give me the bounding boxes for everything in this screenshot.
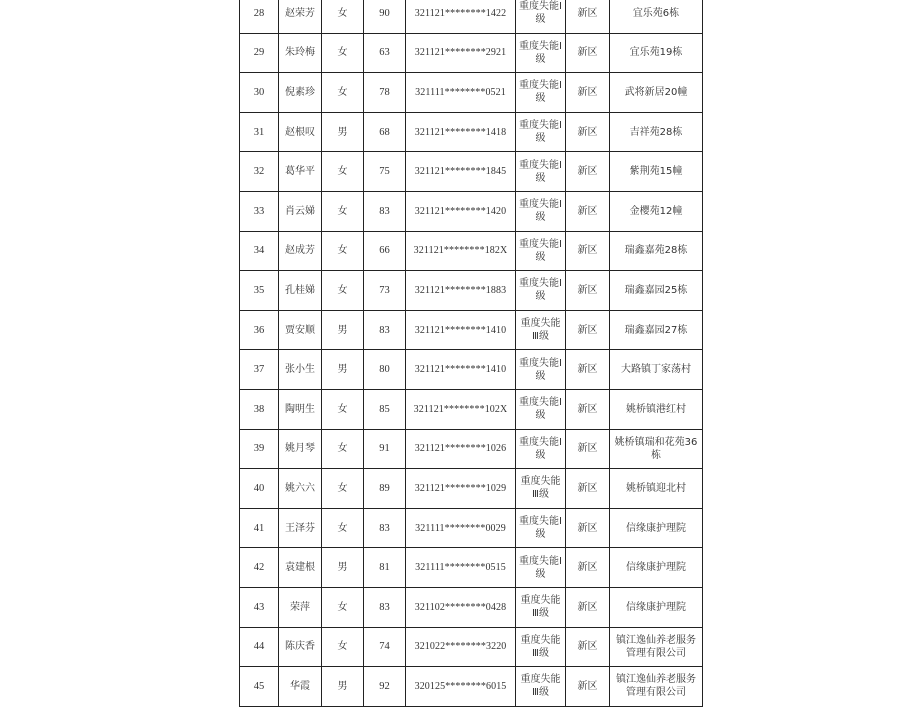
district-cell: 新区 <box>566 548 610 588</box>
address-cell: 金樱苑12幢 <box>610 191 703 231</box>
name-cell: 王泽芬 <box>279 508 322 548</box>
name-cell: 华霞 <box>279 667 322 707</box>
disability-level-cell: 重度失能Ⅰ级 <box>516 231 566 271</box>
name-cell: 荣萍 <box>279 587 322 627</box>
id-number-cell: 321121********1026 <box>406 429 516 469</box>
row-number: 36 <box>240 310 279 350</box>
district-cell: 新区 <box>566 73 610 113</box>
name-cell: 赵成芳 <box>279 231 322 271</box>
district-cell: 新区 <box>566 508 610 548</box>
age-cell: 83 <box>364 508 406 548</box>
row-number: 45 <box>240 667 279 707</box>
row-number: 33 <box>240 191 279 231</box>
disability-level-cell: 重度失能Ⅲ级 <box>516 469 566 509</box>
age-cell: 75 <box>364 152 406 192</box>
table-row <box>240 33 703 73</box>
table-row <box>240 310 703 350</box>
sex-cell: 女 <box>322 231 364 271</box>
address-cell: 信缘康护理院 <box>610 548 703 588</box>
table-row <box>240 667 703 707</box>
age-cell: 68 <box>364 112 406 152</box>
name-cell: 陈庆香 <box>279 627 322 667</box>
disability-level-cell: 重度失能Ⅲ级 <box>516 627 566 667</box>
id-number-cell: 321121********2921 <box>406 33 516 73</box>
address-cell: 瑞鑫嘉园25栋 <box>610 271 703 311</box>
age-cell: 80 <box>364 350 406 390</box>
name-cell: 陶明生 <box>279 389 322 429</box>
sex-cell: 女 <box>322 152 364 192</box>
id-number-cell: 321121********1422 <box>406 0 516 33</box>
address-cell: 紫荆苑15幢 <box>610 152 703 192</box>
district-cell: 新区 <box>566 271 610 311</box>
age-cell: 66 <box>364 231 406 271</box>
name-cell: 倪素珍 <box>279 73 322 113</box>
address-cell: 信缘康护理院 <box>610 508 703 548</box>
district-cell: 新区 <box>566 469 610 509</box>
id-number-cell: 321111********0515 <box>406 548 516 588</box>
name-cell: 赵根叹 <box>279 112 322 152</box>
district-cell: 新区 <box>566 389 610 429</box>
disability-level-cell: 重度失能Ⅲ级 <box>516 667 566 707</box>
district-cell: 新区 <box>566 231 610 271</box>
name-cell: 贾安顺 <box>279 310 322 350</box>
sex-cell: 女 <box>322 429 364 469</box>
age-cell: 85 <box>364 389 406 429</box>
id-number-cell: 321121********1883 <box>406 271 516 311</box>
sex-cell: 男 <box>322 112 364 152</box>
table-row <box>240 112 703 152</box>
district-cell: 新区 <box>566 667 610 707</box>
disability-level-cell: 重度失能Ⅲ级 <box>516 310 566 350</box>
district-cell: 新区 <box>566 0 610 33</box>
age-cell: 91 <box>364 429 406 469</box>
district-cell: 新区 <box>566 587 610 627</box>
table-row <box>240 191 703 231</box>
table-row <box>240 0 703 33</box>
disability-level-cell: 重度失能Ⅰ级 <box>516 350 566 390</box>
row-number: 41 <box>240 508 279 548</box>
age-cell: 74 <box>364 627 406 667</box>
table-row <box>240 389 703 429</box>
age-cell: 81 <box>364 548 406 588</box>
sex-cell: 女 <box>322 271 364 311</box>
sex-cell: 女 <box>322 627 364 667</box>
id-number-cell: 321121********182X <box>406 231 516 271</box>
address-cell: 镇江逸仙养老服务管理有限公司 <box>610 627 703 667</box>
age-cell: 78 <box>364 73 406 113</box>
name-cell: 袁建根 <box>279 548 322 588</box>
id-number-cell: 321121********1420 <box>406 191 516 231</box>
table-row <box>240 587 703 627</box>
row-number: 30 <box>240 73 279 113</box>
table-row <box>240 152 703 192</box>
sex-cell: 女 <box>322 508 364 548</box>
address-cell: 姚桥镇瑞和花苑36栋 <box>610 429 703 469</box>
id-number-cell: 321022********3220 <box>406 627 516 667</box>
age-cell: 90 <box>364 0 406 33</box>
table-row <box>240 627 703 667</box>
id-number-cell: 321111********0029 <box>406 508 516 548</box>
row-number: 35 <box>240 271 279 311</box>
sex-cell: 女 <box>322 469 364 509</box>
district-cell: 新区 <box>566 627 610 667</box>
row-number: 37 <box>240 350 279 390</box>
row-number: 40 <box>240 469 279 509</box>
care-recipient-table <box>239 0 703 707</box>
disability-level-cell: 重度失能Ⅰ级 <box>516 0 566 33</box>
name-cell: 葛华平 <box>279 152 322 192</box>
age-cell: 73 <box>364 271 406 311</box>
age-cell: 83 <box>364 191 406 231</box>
id-number-cell: 321121********1418 <box>406 112 516 152</box>
address-cell: 宜乐苑19栋 <box>610 33 703 73</box>
table-row <box>240 73 703 113</box>
table-row <box>240 231 703 271</box>
name-cell: 姚月琴 <box>279 429 322 469</box>
sex-cell: 女 <box>322 73 364 113</box>
id-number-cell: 321121********102X <box>406 389 516 429</box>
sex-cell: 女 <box>322 33 364 73</box>
table-row <box>240 350 703 390</box>
sex-cell: 女 <box>322 389 364 429</box>
disability-level-cell: 重度失能Ⅰ级 <box>516 73 566 113</box>
address-cell: 姚桥镇港红村 <box>610 389 703 429</box>
disability-level-cell: 重度失能Ⅰ级 <box>516 389 566 429</box>
address-cell: 吉祥苑28栋 <box>610 112 703 152</box>
id-number-cell: 320125********6015 <box>406 667 516 707</box>
district-cell: 新区 <box>566 191 610 231</box>
row-number: 38 <box>240 389 279 429</box>
row-number: 28 <box>240 0 279 33</box>
name-cell: 朱玲梅 <box>279 33 322 73</box>
disability-level-cell: 重度失能Ⅰ级 <box>516 191 566 231</box>
sex-cell: 女 <box>322 191 364 231</box>
table-row <box>240 429 703 469</box>
row-number: 29 <box>240 33 279 73</box>
district-cell: 新区 <box>566 310 610 350</box>
age-cell: 83 <box>364 310 406 350</box>
sex-cell: 男 <box>322 350 364 390</box>
sex-cell: 女 <box>322 587 364 627</box>
address-cell: 宜乐苑6栋 <box>610 0 703 33</box>
district-cell: 新区 <box>566 33 610 73</box>
sex-cell: 男 <box>322 548 364 588</box>
sex-cell: 男 <box>322 667 364 707</box>
table-row <box>240 271 703 311</box>
id-number-cell: 321121********1410 <box>406 310 516 350</box>
name-cell: 孔桂娣 <box>279 271 322 311</box>
address-cell: 大路镇丁家荡村 <box>610 350 703 390</box>
table-row <box>240 508 703 548</box>
id-number-cell: 321121********1845 <box>406 152 516 192</box>
id-number-cell: 321121********1410 <box>406 350 516 390</box>
disability-level-cell: 重度失能Ⅰ级 <box>516 429 566 469</box>
name-cell: 赵荣芳 <box>279 0 322 33</box>
district-cell: 新区 <box>566 152 610 192</box>
age-cell: 83 <box>364 587 406 627</box>
address-cell: 武将新居20幢 <box>610 73 703 113</box>
disability-level-cell: 重度失能Ⅰ级 <box>516 271 566 311</box>
name-cell: 姚六六 <box>279 469 322 509</box>
row-number: 43 <box>240 587 279 627</box>
age-cell: 89 <box>364 469 406 509</box>
row-number: 42 <box>240 548 279 588</box>
address-cell: 姚桥镇迎北村 <box>610 469 703 509</box>
name-cell: 张小生 <box>279 350 322 390</box>
row-number: 32 <box>240 152 279 192</box>
id-number-cell: 321111********0521 <box>406 73 516 113</box>
sex-cell: 男 <box>322 310 364 350</box>
table-row <box>240 469 703 509</box>
address-cell: 信缘康护理院 <box>610 587 703 627</box>
disability-level-cell: 重度失能Ⅰ级 <box>516 508 566 548</box>
disability-level-cell: 重度失能Ⅰ级 <box>516 33 566 73</box>
disability-level-cell: 重度失能Ⅲ级 <box>516 587 566 627</box>
disability-level-cell: 重度失能Ⅰ级 <box>516 152 566 192</box>
table-row <box>240 548 703 588</box>
disability-level-cell: 重度失能Ⅰ级 <box>516 112 566 152</box>
row-number: 31 <box>240 112 279 152</box>
district-cell: 新区 <box>566 429 610 469</box>
address-cell: 镇江逸仙养老服务管理有限公司 <box>610 667 703 707</box>
district-cell: 新区 <box>566 112 610 152</box>
id-number-cell: 321102********0428 <box>406 587 516 627</box>
id-number-cell: 321121********1029 <box>406 469 516 509</box>
district-cell: 新区 <box>566 350 610 390</box>
row-number: 34 <box>240 231 279 271</box>
age-cell: 92 <box>364 667 406 707</box>
age-cell: 63 <box>364 33 406 73</box>
row-number: 44 <box>240 627 279 667</box>
address-cell: 瑞鑫嘉园27栋 <box>610 310 703 350</box>
address-cell: 瑞鑫嘉苑28栋 <box>610 231 703 271</box>
sex-cell: 女 <box>322 0 364 33</box>
disability-level-cell: 重度失能Ⅰ级 <box>516 548 566 588</box>
name-cell: 肖云娣 <box>279 191 322 231</box>
row-number: 39 <box>240 429 279 469</box>
